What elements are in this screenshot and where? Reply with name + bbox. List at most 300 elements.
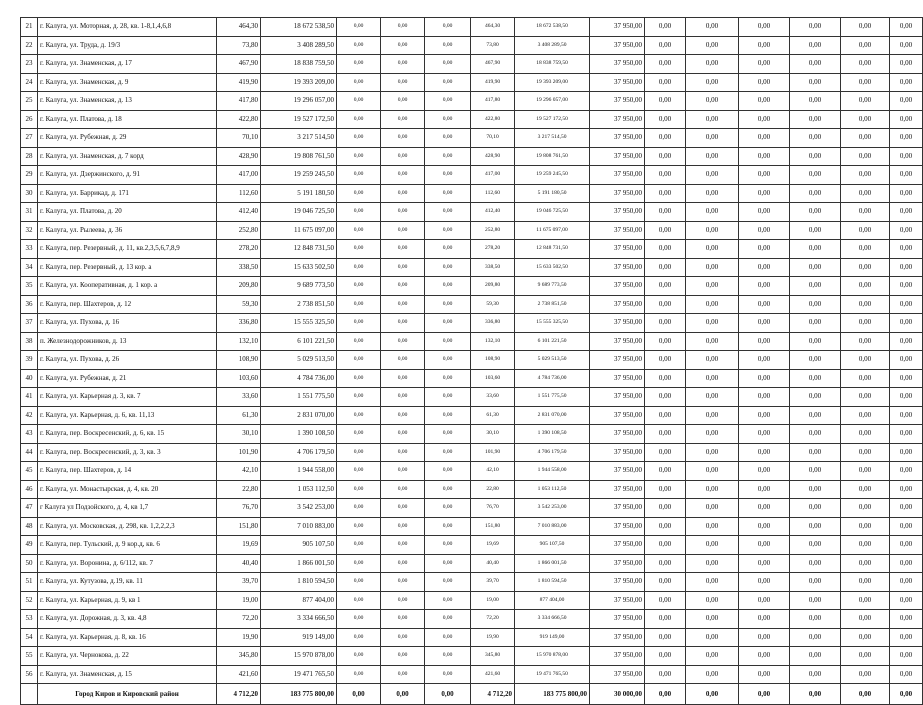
cost-2-cell: 6 101 221,50 (515, 332, 590, 351)
cost-cell: 19 046 725,50 (261, 203, 337, 222)
col-9-cell: 0,00 (645, 55, 686, 74)
col-5-cell: 0,00 (425, 443, 471, 462)
table-row (21, 73, 923, 92)
col-14-cell: 0,00 (890, 499, 923, 518)
table-row (21, 295, 923, 314)
col-3-cell: 0,00 (337, 388, 381, 407)
col-11-cell: 0,00 (739, 351, 790, 370)
area-cell: 72,20 (217, 610, 261, 629)
area-cell: 417,00 (217, 166, 261, 185)
row-number-cell: 49 (21, 536, 38, 555)
area-2-cell: 70,10 (471, 129, 515, 148)
col-4-cell: 0,00 (381, 184, 425, 203)
cost-cell: 19 296 057,00 (261, 92, 337, 111)
total-col-14: 0,00 (890, 684, 923, 705)
col-9-cell: 0,00 (645, 147, 686, 166)
area-2-cell: 103,60 (471, 369, 515, 388)
address-cell: г. Калуга, ул. Знаменская, д. 7 корд (38, 147, 217, 166)
table-row (21, 351, 923, 370)
table-row (21, 221, 923, 240)
table-row (21, 36, 923, 55)
col-3-cell: 0,00 (337, 18, 381, 37)
area-cell: 76,70 (217, 499, 261, 518)
cost-cell: 2 738 851,50 (261, 295, 337, 314)
col-9-cell: 0,00 (645, 647, 686, 666)
col-13-cell: 0,00 (841, 443, 890, 462)
col-14-cell: 0,00 (890, 369, 923, 388)
col-11-cell: 0,00 (739, 258, 790, 277)
address-cell: г. Калуга, пер. Воскресенский, д. 6, кв. 15 (38, 425, 217, 444)
area-cell: 22,80 (217, 480, 261, 499)
price-cell: 37 950,00 (590, 203, 645, 222)
col-3-cell: 0,00 (337, 129, 381, 148)
col-11-cell: 0,00 (739, 536, 790, 555)
col-10-cell: 0,00 (686, 406, 739, 425)
area-cell: 30,10 (217, 425, 261, 444)
address-cell: п. Железнодорожников, д. 13 (38, 332, 217, 351)
area-2-cell: 336,80 (471, 314, 515, 333)
col-13-cell: 0,00 (841, 314, 890, 333)
price-cell: 37 950,00 (590, 221, 645, 240)
area-cell: 112,60 (217, 184, 261, 203)
col-10-cell: 0,00 (686, 425, 739, 444)
cost-2-cell: 3 542 253,00 (515, 499, 590, 518)
col-14-cell: 0,00 (890, 536, 923, 555)
area-cell: 336,80 (217, 314, 261, 333)
col-10-cell: 0,00 (686, 480, 739, 499)
address-cell: г. Калуга, ул. Знаменская, д. 13 (38, 92, 217, 111)
price-cell: 37 950,00 (590, 443, 645, 462)
area-2-cell: 417,80 (471, 92, 515, 111)
area-2-cell: 22,80 (471, 480, 515, 499)
table-row (21, 277, 923, 296)
col-14-cell: 0,00 (890, 406, 923, 425)
col-5-cell: 0,00 (425, 425, 471, 444)
col-5-cell: 0,00 (425, 462, 471, 481)
col-12-cell: 0,00 (790, 18, 841, 37)
col-9-cell: 0,00 (645, 573, 686, 592)
col-10-cell: 0,00 (686, 388, 739, 407)
col-11-cell: 0,00 (739, 499, 790, 518)
col-14-cell: 0,00 (890, 628, 923, 647)
col-10-cell: 0,00 (686, 92, 739, 111)
col-10-cell: 0,00 (686, 665, 739, 684)
price-cell: 37 950,00 (590, 351, 645, 370)
area-2-cell: 42,10 (471, 462, 515, 481)
col-5-cell: 0,00 (425, 240, 471, 259)
price-cell: 37 950,00 (590, 554, 645, 573)
price-cell: 37 950,00 (590, 129, 645, 148)
col-12-cell: 0,00 (790, 203, 841, 222)
address-cell: г. Калуга, ул. Карьерная, д. 6, кв. 11,13 (38, 406, 217, 425)
cost-cell: 1 551 775,50 (261, 388, 337, 407)
cost-2-cell: 5 029 513,50 (515, 351, 590, 370)
cost-cell: 19 471 765,50 (261, 665, 337, 684)
col-14-cell: 0,00 (890, 332, 923, 351)
cost-cell: 5 191 180,50 (261, 184, 337, 203)
col-9-cell: 0,00 (645, 277, 686, 296)
col-12-cell: 0,00 (790, 425, 841, 444)
col-12-cell: 0,00 (790, 462, 841, 481)
col-14-cell: 0,00 (890, 480, 923, 499)
table-row (21, 499, 923, 518)
total-cost-2: 183 775 800,00 (515, 684, 590, 705)
cost-cell: 6 101 221,50 (261, 332, 337, 351)
cost-cell: 5 029 513,50 (261, 351, 337, 370)
col-10-cell: 0,00 (686, 18, 739, 37)
price-cell: 37 950,00 (590, 55, 645, 74)
col-10-cell: 0,00 (686, 110, 739, 129)
price-cell: 37 950,00 (590, 610, 645, 629)
area-2-cell: 209,80 (471, 277, 515, 296)
col-4-cell: 0,00 (381, 517, 425, 536)
area-cell: 464,30 (217, 18, 261, 37)
table-row (21, 369, 923, 388)
col-9-cell: 0,00 (645, 628, 686, 647)
col-4-cell: 0,00 (381, 240, 425, 259)
cost-2-cell: 1 390 108,50 (515, 425, 590, 444)
row-number-cell: 54 (21, 628, 38, 647)
col-11-cell: 0,00 (739, 610, 790, 629)
table-row (21, 443, 923, 462)
cost-2-cell: 18 672 538,50 (515, 18, 590, 37)
col-12-cell: 0,00 (790, 443, 841, 462)
col-12-cell: 0,00 (790, 369, 841, 388)
col-4-cell: 0,00 (381, 203, 425, 222)
col-13-cell: 0,00 (841, 110, 890, 129)
address-cell: г. Калуга, пер. Тульский, д. 9 кор.д, кв. 6 (38, 536, 217, 555)
address-cell: г. Калуга, ул. Карьерная, д. 9, кв 1 (38, 591, 217, 610)
price-cell: 37 950,00 (590, 110, 645, 129)
table-row (21, 388, 923, 407)
col-14-cell: 0,00 (890, 277, 923, 296)
row-number-cell: 31 (21, 203, 38, 222)
cost-cell: 1 810 594,50 (261, 573, 337, 592)
col-13-cell: 0,00 (841, 351, 890, 370)
col-12-cell: 0,00 (790, 240, 841, 259)
col-14-cell: 0,00 (890, 129, 923, 148)
col-13-cell: 0,00 (841, 647, 890, 666)
address-cell: г Калуга ул Подзойского, д. 4, кв 1,7 (38, 499, 217, 518)
total-col-4: 0,00 (381, 684, 425, 705)
col-14-cell: 0,00 (890, 240, 923, 259)
col-4-cell: 0,00 (381, 573, 425, 592)
row-number-cell: 47 (21, 499, 38, 518)
col-3-cell: 0,00 (337, 610, 381, 629)
price-cell: 37 950,00 (590, 166, 645, 185)
col-11-cell: 0,00 (739, 462, 790, 481)
cost-2-cell: 1 866 001,50 (515, 554, 590, 573)
col-11-cell: 0,00 (739, 425, 790, 444)
col-3-cell: 0,00 (337, 480, 381, 499)
col-4-cell: 0,00 (381, 18, 425, 37)
area-2-cell: 72,20 (471, 610, 515, 629)
col-5-cell: 0,00 (425, 406, 471, 425)
col-9-cell: 0,00 (645, 351, 686, 370)
col-12-cell: 0,00 (790, 295, 841, 314)
col-4-cell: 0,00 (381, 462, 425, 481)
price-cell: 37 950,00 (590, 425, 645, 444)
col-13-cell: 0,00 (841, 554, 890, 573)
col-4-cell: 0,00 (381, 406, 425, 425)
col-11-cell: 0,00 (739, 647, 790, 666)
address-cell: г. Калуга, ул. Пухова, д. 16 (38, 314, 217, 333)
col-4-cell: 0,00 (381, 647, 425, 666)
col-9-cell: 0,00 (645, 92, 686, 111)
area-2-cell: 19,69 (471, 536, 515, 555)
cost-2-cell: 3 334 666,50 (515, 610, 590, 629)
row-number-cell: 50 (21, 554, 38, 573)
col-9-cell: 0,00 (645, 665, 686, 684)
col-9-cell: 0,00 (645, 369, 686, 388)
col-4-cell: 0,00 (381, 295, 425, 314)
price-cell: 37 950,00 (590, 665, 645, 684)
col-14-cell: 0,00 (890, 425, 923, 444)
col-10-cell: 0,00 (686, 332, 739, 351)
col-13-cell: 0,00 (841, 295, 890, 314)
address-cell: г. Калуга, пер. Воскресенский, д. 3, кв. 3 (38, 443, 217, 462)
area-cell: 42,10 (217, 462, 261, 481)
row-number-cell: 55 (21, 647, 38, 666)
col-9-cell: 0,00 (645, 240, 686, 259)
row-number-cell: 27 (21, 129, 38, 148)
col-5-cell: 0,00 (425, 147, 471, 166)
cost-cell: 11 675 097,00 (261, 221, 337, 240)
table-row (21, 628, 923, 647)
table-row (21, 258, 923, 277)
col-5-cell: 0,00 (425, 610, 471, 629)
col-10-cell: 0,00 (686, 369, 739, 388)
cost-2-cell: 19 046 725,50 (515, 203, 590, 222)
address-cell: г. Калуга, ул. Платова, д. 20 (38, 203, 217, 222)
row-number-cell: 40 (21, 369, 38, 388)
col-5-cell: 0,00 (425, 110, 471, 129)
col-10-cell: 0,00 (686, 36, 739, 55)
area-cell: 39,70 (217, 573, 261, 592)
area-cell: 19,00 (217, 591, 261, 610)
table-row (21, 462, 923, 481)
col-5-cell: 0,00 (425, 573, 471, 592)
cost-cell: 19 393 209,00 (261, 73, 337, 92)
col-10-cell: 0,00 (686, 221, 739, 240)
area-2-cell: 428,90 (471, 147, 515, 166)
col-12-cell: 0,00 (790, 647, 841, 666)
col-14-cell: 0,00 (890, 166, 923, 185)
col-14-cell: 0,00 (890, 665, 923, 684)
cost-2-cell: 9 689 773,50 (515, 277, 590, 296)
cost-2-cell: 2 831 070,00 (515, 406, 590, 425)
col-3-cell: 0,00 (337, 221, 381, 240)
total-col-13: 0,00 (841, 684, 890, 705)
col-9-cell: 0,00 (645, 443, 686, 462)
col-12-cell: 0,00 (790, 110, 841, 129)
col-5-cell: 0,00 (425, 203, 471, 222)
col-3-cell: 0,00 (337, 517, 381, 536)
cost-2-cell: 11 675 097,00 (515, 221, 590, 240)
cost-cell: 1 866 001,50 (261, 554, 337, 573)
col-13-cell: 0,00 (841, 55, 890, 74)
col-13-cell: 0,00 (841, 406, 890, 425)
col-11-cell: 0,00 (739, 277, 790, 296)
cost-cell: 905 107,50 (261, 536, 337, 555)
col-14-cell: 0,00 (890, 443, 923, 462)
cost-2-cell: 4 706 179,50 (515, 443, 590, 462)
col-10-cell: 0,00 (686, 647, 739, 666)
col-12-cell: 0,00 (790, 129, 841, 148)
cost-cell: 15 633 502,50 (261, 258, 337, 277)
address-cell: г. Калуга, ул. Платова, д. 18 (38, 110, 217, 129)
col-11-cell: 0,00 (739, 591, 790, 610)
area-cell: 338,50 (217, 258, 261, 277)
col-11-cell: 0,00 (739, 295, 790, 314)
col-4-cell: 0,00 (381, 110, 425, 129)
col-12-cell: 0,00 (790, 499, 841, 518)
col-13-cell: 0,00 (841, 221, 890, 240)
col-12-cell: 0,00 (790, 628, 841, 647)
col-12-cell: 0,00 (790, 147, 841, 166)
col-10-cell: 0,00 (686, 517, 739, 536)
cost-2-cell: 19 259 245,50 (515, 166, 590, 185)
col-9-cell: 0,00 (645, 314, 686, 333)
col-12-cell: 0,00 (790, 258, 841, 277)
area-2-cell: 467,90 (471, 55, 515, 74)
col-13-cell: 0,00 (841, 462, 890, 481)
col-5-cell: 0,00 (425, 480, 471, 499)
col-11-cell: 0,00 (739, 184, 790, 203)
address-cell: г. Калуга, ул. Пухова, д. 26 (38, 351, 217, 370)
cost-2-cell: 877 404,00 (515, 591, 590, 610)
cost-2-cell: 19 527 172,50 (515, 110, 590, 129)
area-cell: 59,30 (217, 295, 261, 314)
address-cell: г. Калуга, ул. Рылеева, д. 36 (38, 221, 217, 240)
area-2-cell: 151,80 (471, 517, 515, 536)
row-number-cell: 25 (21, 92, 38, 111)
address-cell: г. Калуга, ул. Воронина, д. 6/112, кв. 7 (38, 554, 217, 573)
col-11-cell: 0,00 (739, 240, 790, 259)
col-12-cell: 0,00 (790, 277, 841, 296)
col-12-cell: 0,00 (790, 314, 841, 333)
col-4-cell: 0,00 (381, 499, 425, 518)
col-11-cell: 0,00 (739, 369, 790, 388)
address-cell: г. Калуга, ул. Кутузова, д.19, кв. 11 (38, 573, 217, 592)
address-cell: г. Калуга, ул. Моторная, д. 28, кв. 1-8,1,4,6,8 (38, 18, 217, 37)
col-3-cell: 0,00 (337, 92, 381, 111)
area-2-cell: 39,70 (471, 573, 515, 592)
area-2-cell: 19,00 (471, 591, 515, 610)
col-4-cell: 0,00 (381, 628, 425, 647)
col-13-cell: 0,00 (841, 480, 890, 499)
cost-cell: 1 053 112,50 (261, 480, 337, 499)
col-9-cell: 0,00 (645, 332, 686, 351)
col-4-cell: 0,00 (381, 258, 425, 277)
col-9-cell: 0,00 (645, 610, 686, 629)
col-11-cell: 0,00 (739, 18, 790, 37)
col-13-cell: 0,00 (841, 277, 890, 296)
price-cell: 37 950,00 (590, 480, 645, 499)
row-number-cell: 23 (21, 55, 38, 74)
col-14-cell: 0,00 (890, 203, 923, 222)
table-row (21, 480, 923, 499)
address-cell: г. Калуга, ул. Дзержинского, д. 91 (38, 166, 217, 185)
col-5-cell: 0,00 (425, 277, 471, 296)
row-number-cell: 34 (21, 258, 38, 277)
col-10-cell: 0,00 (686, 203, 739, 222)
col-4-cell: 0,00 (381, 443, 425, 462)
total-col-9: 0,00 (645, 684, 686, 705)
table-row (21, 591, 923, 610)
cost-cell: 9 689 773,50 (261, 277, 337, 296)
col-10-cell: 0,00 (686, 314, 739, 333)
col-12-cell: 0,00 (790, 332, 841, 351)
col-11-cell: 0,00 (739, 166, 790, 185)
address-cell: г. Калуга, пер. Резервный, д. 11, кв.2,3,5,6,7,8,9 (38, 240, 217, 259)
col-4-cell: 0,00 (381, 129, 425, 148)
table-row (21, 240, 923, 259)
col-5-cell: 0,00 (425, 55, 471, 74)
register-table-body (21, 18, 923, 684)
col-9-cell: 0,00 (645, 129, 686, 148)
area-cell: 73,80 (217, 36, 261, 55)
area-2-cell: 132,10 (471, 332, 515, 351)
col-13-cell: 0,00 (841, 369, 890, 388)
col-4-cell: 0,00 (381, 314, 425, 333)
col-3-cell: 0,00 (337, 184, 381, 203)
col-3-cell: 0,00 (337, 147, 381, 166)
cost-cell: 19 527 172,50 (261, 110, 337, 129)
cost-cell: 19 808 761,50 (261, 147, 337, 166)
price-cell: 37 950,00 (590, 517, 645, 536)
area-cell: 252,80 (217, 221, 261, 240)
price-cell: 37 950,00 (590, 18, 645, 37)
col-12-cell: 0,00 (790, 573, 841, 592)
cost-2-cell: 15 633 502,50 (515, 258, 590, 277)
col-14-cell: 0,00 (890, 647, 923, 666)
col-11-cell: 0,00 (739, 332, 790, 351)
cost-2-cell: 3 217 514,50 (515, 129, 590, 148)
col-11-cell: 0,00 (739, 73, 790, 92)
col-3-cell: 0,00 (337, 443, 381, 462)
table-row (21, 18, 923, 37)
col-12-cell: 0,00 (790, 55, 841, 74)
col-4-cell: 0,00 (381, 332, 425, 351)
total-label: Город Киров и Кировский район (38, 684, 217, 705)
row-number-cell: 53 (21, 610, 38, 629)
address-cell: г. Калуга, ул. Чернокова, д. 22 (38, 647, 217, 666)
col-5-cell: 0,00 (425, 36, 471, 55)
row-number-cell: 38 (21, 332, 38, 351)
col-5-cell: 0,00 (425, 554, 471, 573)
row-number-cell: 28 (21, 147, 38, 166)
total-col-11: 0,00 (739, 684, 790, 705)
col-9-cell: 0,00 (645, 480, 686, 499)
col-9-cell: 0,00 (645, 221, 686, 240)
col-4-cell: 0,00 (381, 147, 425, 166)
address-cell: г. Калуга, пер. Шахтеров, д. 14 (38, 462, 217, 481)
col-3-cell: 0,00 (337, 499, 381, 518)
col-11-cell: 0,00 (739, 573, 790, 592)
col-10-cell: 0,00 (686, 554, 739, 573)
total-col-5: 0,00 (425, 684, 471, 705)
col-3-cell: 0,00 (337, 110, 381, 129)
table-row (21, 166, 923, 185)
col-9-cell: 0,00 (645, 499, 686, 518)
col-12-cell: 0,00 (790, 166, 841, 185)
table-row (21, 147, 923, 166)
total-number-cell (21, 684, 38, 705)
col-3-cell: 0,00 (337, 332, 381, 351)
col-14-cell: 0,00 (890, 147, 923, 166)
col-14-cell: 0,00 (890, 110, 923, 129)
